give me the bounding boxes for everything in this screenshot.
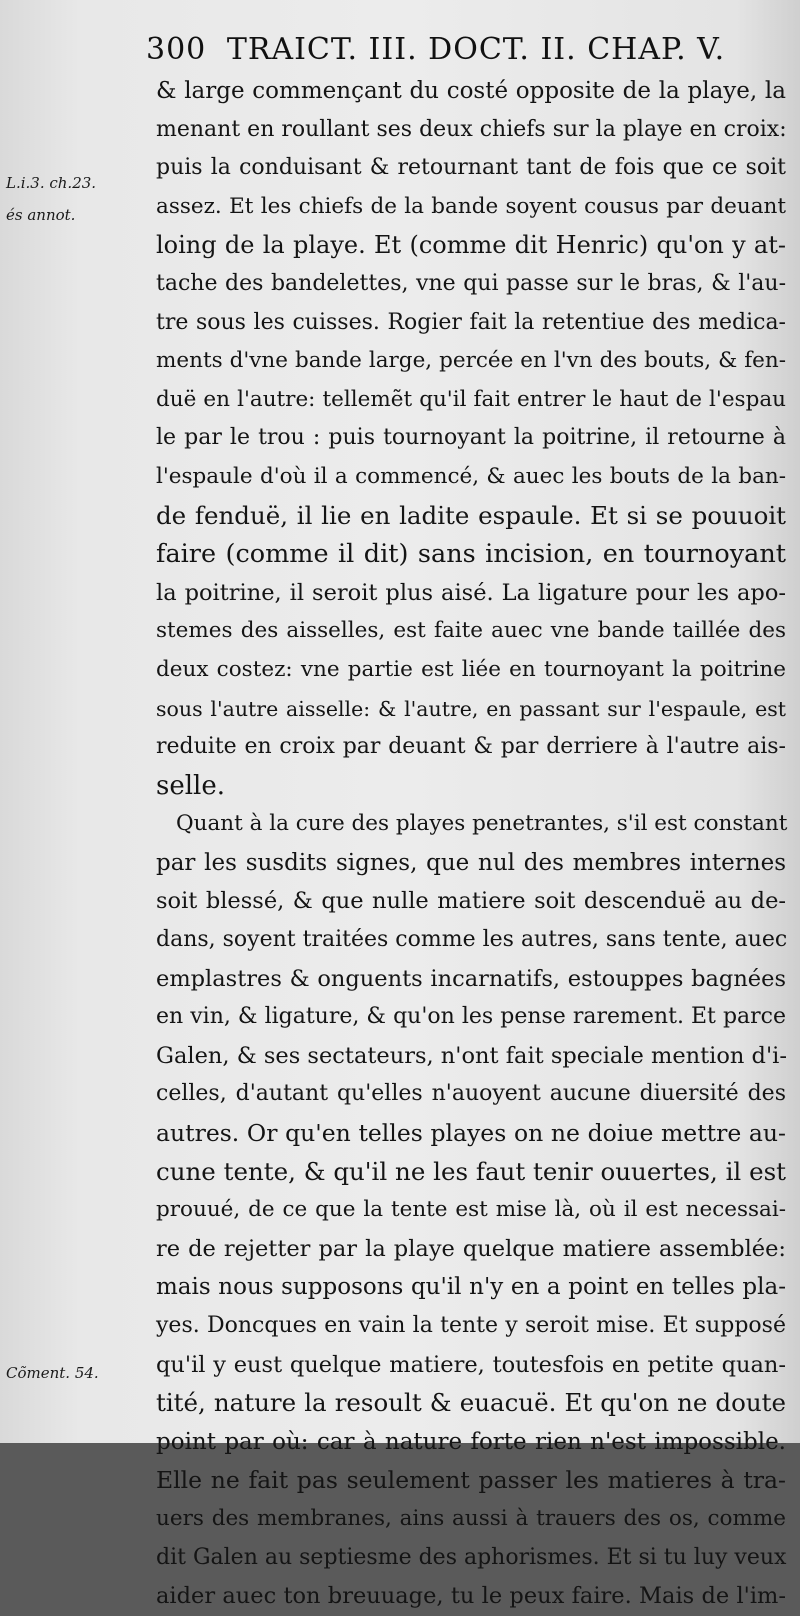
text-line: soit blessé, & que nulle matiere soit descenduë au de- xyxy=(156,888,786,915)
text-line: Elle ne fait pas seulement passer les matieres à tra- xyxy=(156,1466,786,1495)
text-line: faire (comme il dit) sans incision, en tournoyant xyxy=(156,539,786,570)
text-line: sous l'autre aisselle: & l'autre, en passant sur l'espaule, est xyxy=(156,696,786,721)
text-line: en vin, & ligature, & qu'on les pense rarement. Et parce xyxy=(156,1004,786,1030)
text-line: mais nous supposons qu'il n'y en a point en telles pla- xyxy=(156,1274,786,1301)
text-line: Galen, & ses sectateurs, n'ont fait speciale mention d'i- xyxy=(156,1042,787,1069)
text-line: yes. Doncques en vain la tente y seroit mise. Et supposé xyxy=(156,1313,786,1338)
text-line: selle. xyxy=(156,770,226,801)
text-line: de fenduë, il lie en ladite espaule. Et si se pouuoit xyxy=(156,500,786,530)
text-line: & large commençant du costé opposite de la playe, la xyxy=(156,78,786,104)
running-title: TRAICT. III. DOCT. II. CHAP. V. xyxy=(226,32,726,67)
text-line: reduite en croix par deuant & par derriere à l'autre ais- xyxy=(156,734,786,760)
text-line: point par où: car à nature forte rien n'est impossible. xyxy=(156,1428,786,1455)
text-line: prouué, de ce que la tente est mise là, où il est necessai- xyxy=(156,1197,786,1223)
text-line: tre sous les cuisses. Rogier fait la retentiue des medica- xyxy=(156,309,786,335)
text-line: stemes des aisselles, est faite auec vne bande taillée des xyxy=(156,618,786,644)
marginal-note: és annot. xyxy=(6,206,76,224)
text-line: emplastres & onguents incarnatifs, estouppes bagnées xyxy=(156,965,786,992)
marginal-note: Cõment. 54. xyxy=(6,1364,99,1382)
text-line: puis la conduisant & retournant tant de fois que ce soit xyxy=(156,155,786,181)
text-line: assez. Et les chiefs de la bande soyent cousus par deuant xyxy=(156,193,786,219)
text-line: par les susdits signes, que nul des membres internes xyxy=(156,849,786,876)
text-line: dit Galen au septiesme des aphorismes. Et si tu luy veux xyxy=(156,1544,787,1570)
text-line: cune tente, & qu'il ne les faut tenir ouuertes, il est xyxy=(156,1156,786,1186)
text-line: tité, nature la resoult & euacuë. Et qu'on ne doute xyxy=(156,1388,786,1418)
body-text xyxy=(156,72,786,1616)
text-line: deux costez: vne partie est liée en tournoyant la poitrine xyxy=(156,656,786,682)
text-line: l'espaule d'où il a commencé, & auec les bouts de la ban- xyxy=(156,463,786,489)
text-line: la poitrine, il seroit plus aisé. La ligature pour les apo- xyxy=(156,579,786,606)
paragraph-start-line: Quant à la cure des playes penetrantes, s'il est constant xyxy=(176,811,788,837)
page-number: 300 xyxy=(146,32,207,67)
text-line: menant en roullant ses deux chiefs sur la playe en croix: xyxy=(156,116,787,142)
marginal-note: L.i.3. ch.23. xyxy=(6,174,97,192)
text-line: tache des bandelettes, vne qui passe sur le bras, & l'au- xyxy=(156,270,786,296)
text-line: qu'il y eust quelque matiere, toutesfois en petite quan- xyxy=(156,1351,786,1378)
text-line: re de rejetter par la playe quelque matiere assemblée: xyxy=(156,1235,786,1262)
text-line: autres. Or qu'en telles playes on ne doiue mettre au- xyxy=(156,1119,786,1148)
text-line: duë en l'autre: tellemẽt qu'il fait entrer le haut de l'espau xyxy=(156,386,786,412)
text-line: loing de la playe. Et (comme dit Henric) qu'on y at- xyxy=(156,231,786,260)
running-header xyxy=(146,28,786,72)
text-line: uers des membranes, ains aussi à trauers des os, comme xyxy=(156,1505,786,1531)
text-line: celles, d'autant qu'elles n'auoyent aucune diuersité des xyxy=(156,1081,786,1107)
text-line: dans, soyent traitées comme les autres, sans tente, auec xyxy=(156,927,788,953)
text-line: aider auec ton breuuage, tu le peux faire. Mais de l'im- xyxy=(156,1583,786,1610)
text-line: le par le trou : puis tournoyant la poitrine, il retourne à xyxy=(156,425,786,451)
text-line: ments d'vne bande large, percée en l'vn des bouts, & fen- xyxy=(156,348,786,374)
